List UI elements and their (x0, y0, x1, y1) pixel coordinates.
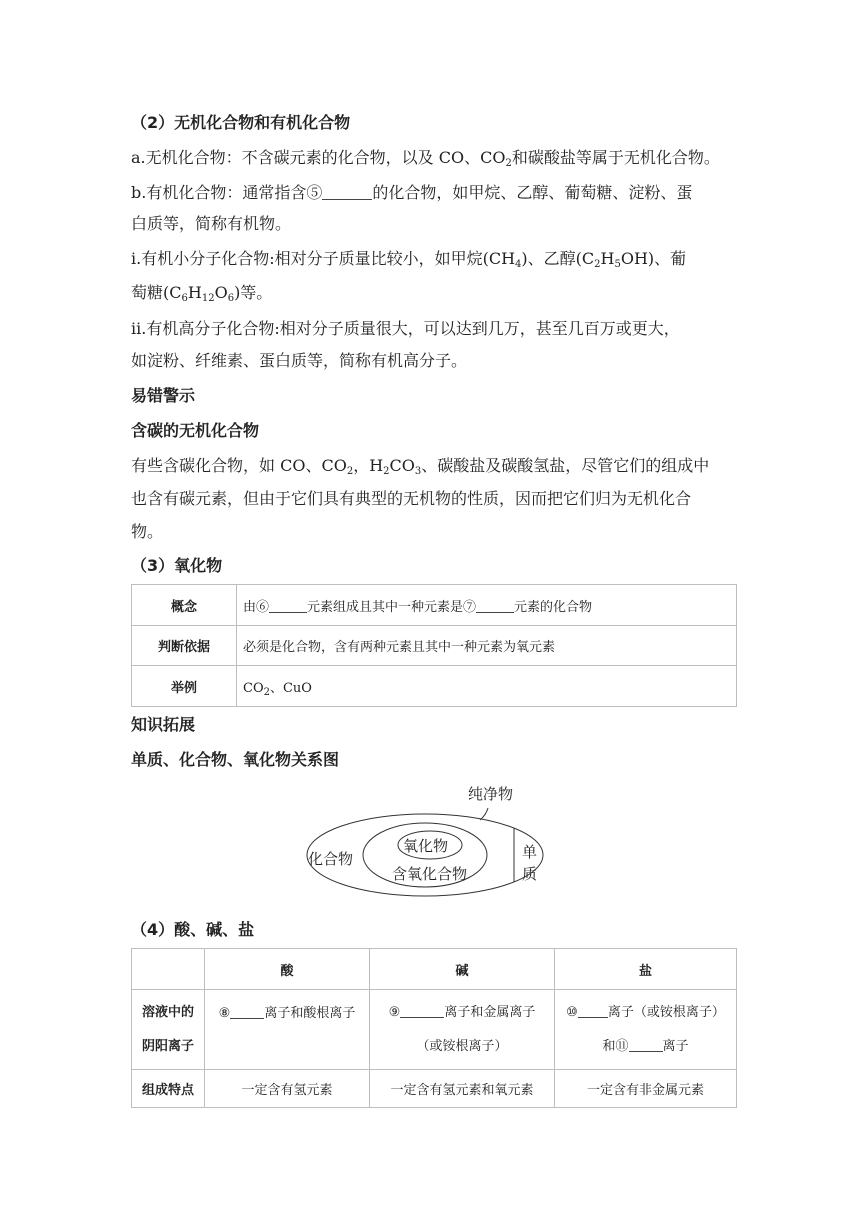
subscript: 2 (505, 158, 512, 169)
salt-ions-cell (555, 990, 737, 1070)
row-label-line1: 溶液中的 (141, 1004, 194, 1020)
subscript: 3 (414, 466, 422, 477)
salt-ions-text: 离子（或铵根离子） (607, 1004, 725, 1020)
small-molecule-text: )等。 (234, 283, 273, 302)
acid-ions-cell (205, 990, 370, 1070)
warning-heading: 易错警示 (131, 386, 196, 405)
fill-blank-8[interactable] (230, 1004, 264, 1019)
inorganic-text: a.无机化合物：不含碳元素的化合物，以及 CO、CO (131, 148, 506, 167)
small-molecule-text: O (214, 283, 228, 302)
section-3-heading: （3）氧化物 (131, 556, 223, 575)
section-4-heading: （4）酸、碱、盐 (131, 920, 255, 939)
small-molecule-text: 萄糖(C (131, 283, 182, 302)
subscript: 2 (263, 686, 270, 698)
acid-base-salt-table (131, 948, 737, 1108)
small-molecule-line2 (131, 282, 272, 304)
subscript: 2 (383, 466, 390, 477)
salt-ions-text: ⑩ (566, 1004, 578, 1020)
warning-text: CO (389, 456, 415, 475)
concept-text: 元素的化合物 (514, 599, 593, 615)
row-label: 概念 (132, 585, 237, 626)
small-molecule-text: OH)、葡 (620, 249, 687, 268)
salt-ions-text: 和⑪ (602, 1038, 629, 1054)
empty-header (132, 949, 205, 990)
header-base: 碱 (370, 949, 555, 990)
header-salt: 盐 (555, 949, 737, 990)
row-label-line2: 阴阳离子 (141, 1038, 194, 1054)
fill-blank-10[interactable] (578, 1003, 608, 1018)
oxygen-compound-label: 含氧化合物 (392, 865, 468, 883)
base-feature-cell: 一定含有氢元素和氧元素 (370, 1070, 555, 1108)
element-label-1: 单 (522, 843, 538, 861)
base-ions-cell (370, 990, 555, 1070)
warning-text: 有些含碳化合物，如 CO、CO (131, 456, 347, 475)
small-molecule-text: H (187, 283, 202, 302)
pure-substance-label: 纯净物 (468, 785, 514, 803)
row-label (132, 990, 205, 1070)
small-molecule-text: H (600, 249, 615, 268)
table-row (132, 626, 737, 666)
subscript: 6 (227, 293, 235, 304)
base-ions-text: ⑨ (388, 1004, 401, 1020)
acid-ions-text: 离子和酸根离子 (264, 1006, 356, 1021)
element-label-2: 质 (522, 865, 538, 883)
fill-blank-6[interactable] (269, 598, 307, 613)
oxide-label: 氧化物 (403, 837, 449, 855)
inorganic-definition (131, 147, 720, 169)
warning-subheading: 含碳的无机化合物 (131, 421, 260, 440)
organic-text-end: 的化合物，如甲烷、乙醇、葡萄糖、淀粉、蛋 (372, 183, 693, 202)
small-molecule-text: )、乙醇(C (521, 249, 595, 268)
small-molecule-line1 (131, 248, 686, 270)
salt-ions-text: 离子 (662, 1038, 689, 1054)
oxide-table (131, 584, 737, 707)
table-row (132, 990, 737, 1070)
extension-heading: 知识拓展 (131, 715, 196, 734)
subscript: 12 (201, 293, 215, 304)
warning-line1 (131, 455, 709, 477)
small-molecule-text: ⅰ.有机小分子化合物:相对分子质量比较小，如甲烷(CH (131, 249, 516, 268)
fill-blank-7[interactable] (476, 598, 514, 613)
warning-text: ，H (353, 456, 384, 475)
macromolecule-line1: ⅱ.有机高分子化合物:相对分子质量很大，可以达到几万，甚至几百万或更大， (131, 319, 680, 338)
table-row (132, 585, 737, 626)
header-acid: 酸 (205, 949, 370, 990)
criteria-cell: 必须是化合物，含有两种元素且其中一种元素为氧元素 (237, 626, 737, 666)
concept-text: 元素组成且其中一种元素是⑦ (307, 599, 477, 615)
base-ions-text: 离子和金属离子 (444, 1004, 536, 1020)
pointer-line (480, 808, 488, 820)
table-row (132, 666, 737, 707)
row-label: 判断依据 (132, 626, 237, 666)
organic-definition-line1 (131, 182, 692, 204)
table-header-row (132, 949, 737, 990)
subscript: 2 (346, 466, 354, 477)
subscript: 4 (515, 259, 522, 270)
compound-label: 化合物 (308, 850, 354, 868)
example-cell (237, 666, 737, 707)
fill-blank-5[interactable] (322, 185, 372, 200)
warning-text: 、碳酸盐及碳酸氢盐，尽管它们的组成中 (421, 456, 710, 475)
concept-text: 由⑥ (243, 599, 270, 615)
fill-blank-9[interactable] (400, 1003, 444, 1018)
base-ions-text: （或铵根离子） (416, 1038, 508, 1054)
macromolecule-line2: 如淀粉、纤维素、蛋白质等，简称有机高分子。 (131, 351, 468, 370)
subscript: 5 (614, 259, 621, 270)
acid-ions-text: ⑧ (218, 1006, 231, 1021)
example-text: CO (243, 680, 264, 696)
concept-cell (237, 585, 737, 626)
warning-line3: 物。 (131, 522, 164, 541)
subscript: 2 (594, 259, 601, 270)
row-label: 举例 (132, 666, 237, 707)
acid-feature-cell: 一定含有氢元素 (205, 1070, 370, 1108)
inorganic-text-end: 和碳酸盐等属于无机化合物。 (511, 148, 720, 167)
example-text: 、CuO (269, 680, 312, 696)
relationship-diagram (300, 775, 560, 900)
salt-feature-cell: 一定含有非金属元素 (555, 1070, 737, 1108)
organic-definition-line2: 白质等，简称有机物。 (131, 214, 292, 233)
extension-subheading: 单质、化合物、氧化物关系图 (131, 750, 340, 769)
warning-line2: 也含有碳元素，但由于它们具有典型的无机物的性质，因而把它们归为无机化合 (131, 489, 692, 508)
section-2-heading: （2）无机化合物和有机化合物 (131, 113, 351, 132)
row-label: 组成特点 (132, 1070, 205, 1108)
subscript: 6 (181, 293, 188, 304)
organic-text: b.有机化合物：通常指含⑤ (131, 183, 323, 202)
table-row (132, 1070, 737, 1108)
fill-blank-11[interactable] (629, 1037, 663, 1052)
